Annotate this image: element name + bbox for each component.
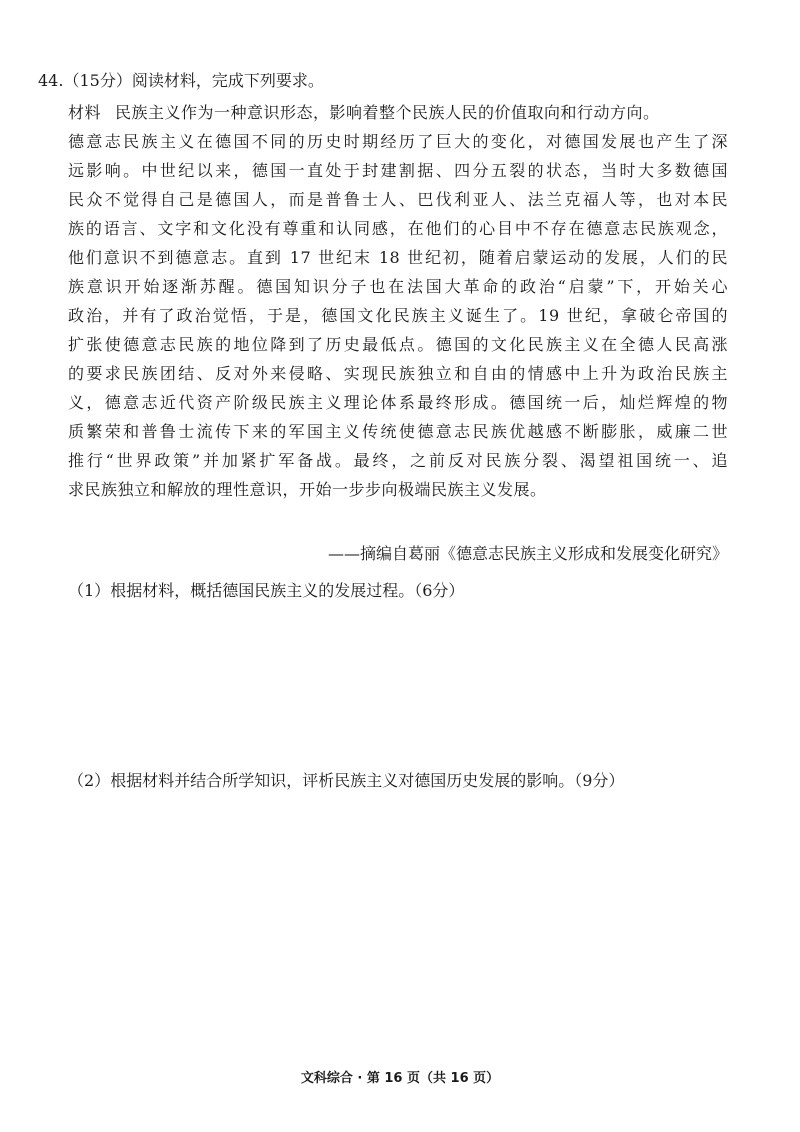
material-label: 材料	[68, 103, 102, 122]
sub-question-label: （1）	[68, 581, 111, 600]
material-line: 政治，并有了政治觉悟，于是，德国文化民族主义诞生了。19 世纪，拿破仑帝国的	[68, 306, 728, 325]
sub-question-text: 根据材料，概括德国民族主义的发展过程。（6分）	[110, 581, 465, 600]
sub-question-1	[68, 580, 464, 602]
material-line: 质繁荣和普鲁士流传下来的军国主义传统使德意志民族优越感不断膨胀，威廉二世	[68, 422, 728, 441]
material-line: 扩张使德意志民族的地位降到了历史最低点。德国的文化民族主义在全德人民高涨	[68, 335, 728, 354]
answer-area-1[interactable]	[68, 610, 728, 760]
material-line: 远影响。中世纪以来，德国一直处于封建割据、四分五裂的状态，当时大多数德国	[68, 161, 728, 180]
material-line: 求民族独立和解放的理性意识，开始一步步向极端民族主义发展。	[68, 480, 547, 499]
sub-question-2	[68, 770, 624, 792]
material-line: 德意志民族主义在德国不同的历史时期经历了巨大的变化，对德国发展也产生了深	[68, 132, 728, 151]
material-line: 义，德意志近代资产阶级民族主义理论体系最终形成。德国统一后，灿烂辉煌的物	[68, 393, 728, 412]
question-number: 44.	[38, 71, 64, 90]
sub-question-label: （2）	[68, 771, 111, 790]
sub-question-text: 根据材料并结合所学知识，评析民族主义对德国历史发展的影响。（9分）	[110, 771, 625, 790]
page-footer: 文科综合 · 第 16 页（共 16 页）	[300, 1071, 500, 1086]
material-line: 族意识开始逐渐苏醒。德国知识分子也在法国大革命的政治“启蒙”下，开始关心	[68, 277, 728, 296]
question-header	[38, 70, 324, 92]
material-passage	[68, 98, 728, 504]
material-line: 他们意识不到德意志。直到 17 世纪末 18 世纪初，随着启蒙运动的发展，人们的民	[68, 248, 728, 267]
material-line: 民众不觉得自己是德国人，而是普鲁士人、巴伐利亚人、法兰克福人等，也对本民	[68, 190, 728, 209]
question-points: （15分）	[63, 71, 132, 90]
material-source: ——摘编自葛丽《德意志民族主义形成和发展变化研究》	[327, 544, 728, 563]
answer-area-2[interactable]	[68, 800, 728, 1050]
material-line: 材料 民族主义作为一种意识形态，影响着整个民族人民的价值取向和行动方向。	[68, 103, 660, 122]
question-instruction: 阅读材料，完成下列要求。	[131, 71, 324, 90]
material-line: 族的语言、文字和文化没有尊重和认同感，在他们的心目中不存在德意志民族观念，	[68, 219, 728, 238]
material-line: 的要求民族团结、反对外来侵略、实现民族独立和自由的情感中上升为政治民族主	[68, 364, 728, 383]
material-line: 推行“世界政策”并加紧扩军备战。最终，之前反对民族分裂、渴望祖国统一、追	[68, 451, 728, 470]
